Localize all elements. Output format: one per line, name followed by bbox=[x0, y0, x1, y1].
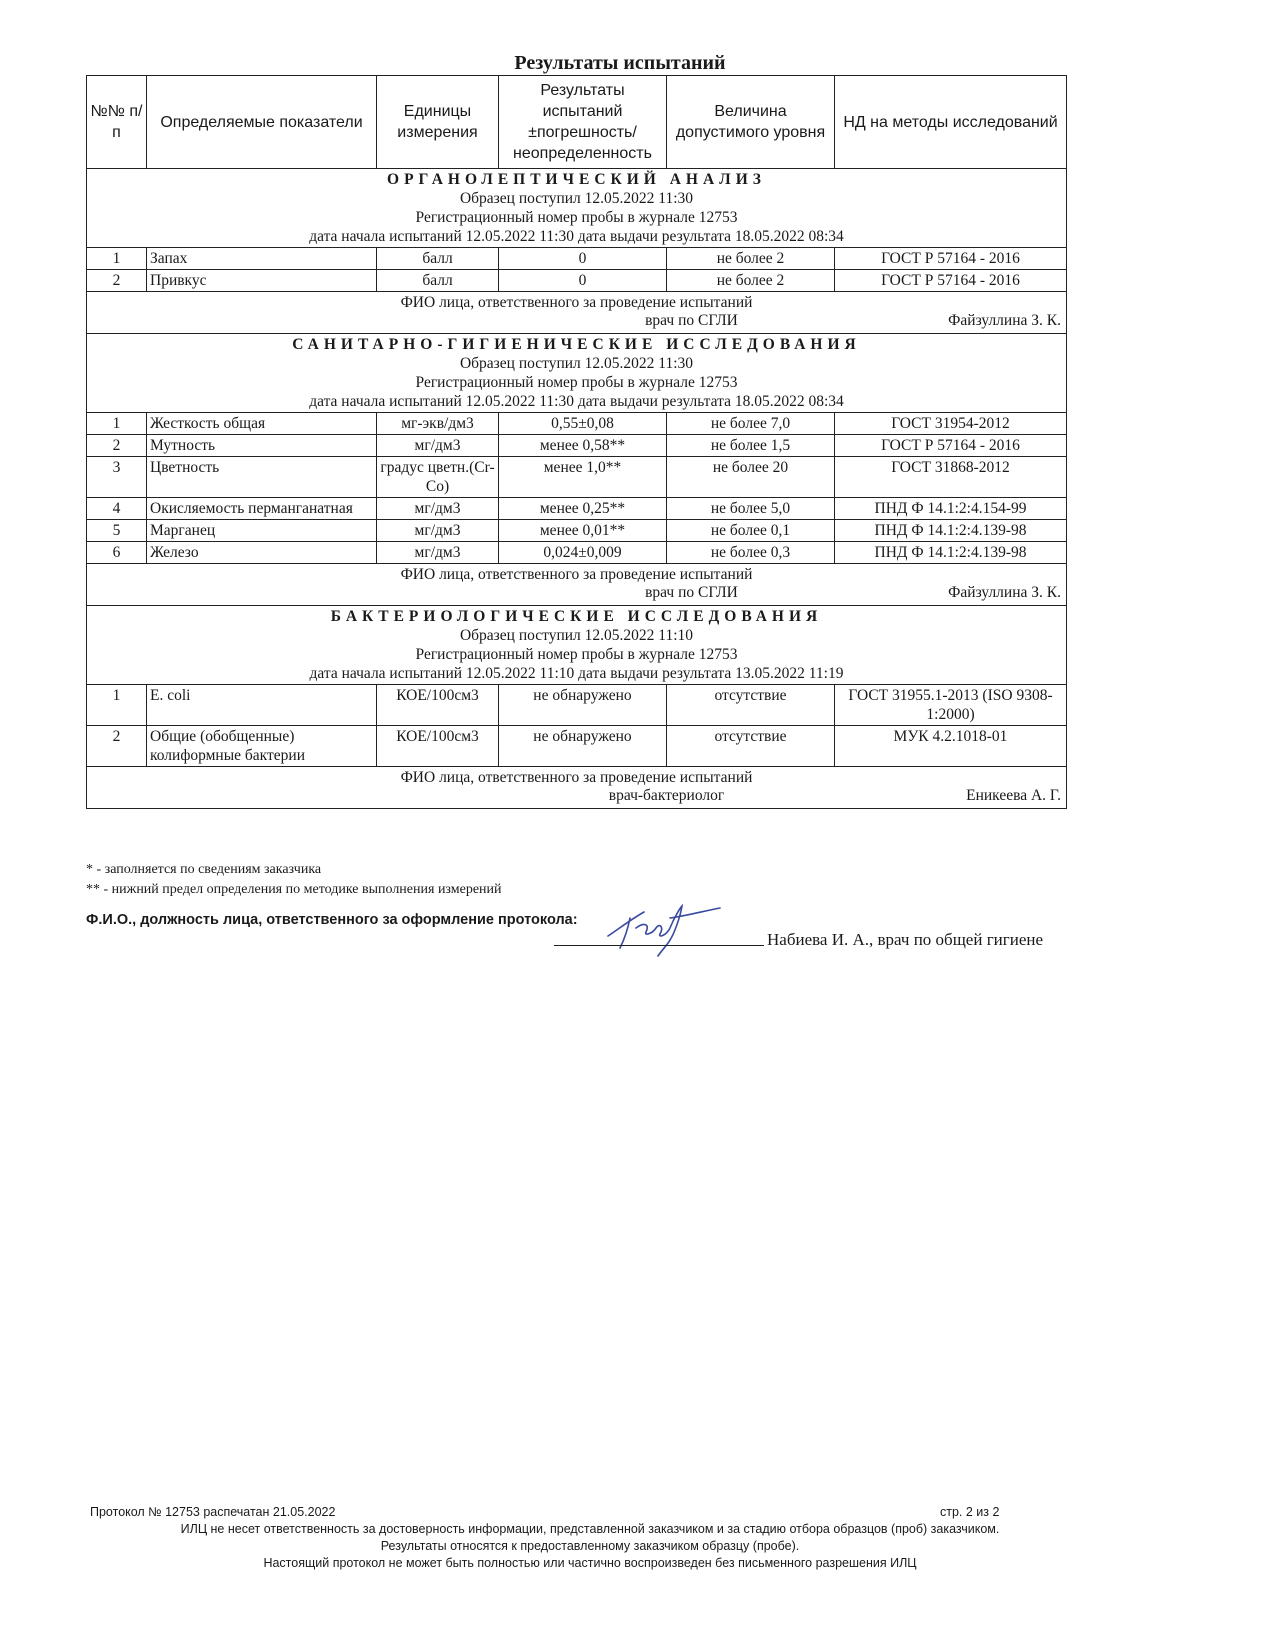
disclaimer-line: ИЛЦ не несет ответственность за достоверность информации, представленной заказчиком и за стадию отбора образцов (проб) заказчиком. bbox=[180, 1522, 1000, 1536]
row-unit: мг/дм3 bbox=[377, 542, 499, 564]
signature-icon bbox=[600, 898, 730, 958]
row-number: 5 bbox=[87, 520, 147, 542]
row-indicator: Мутность bbox=[147, 435, 377, 457]
sample-received: Образец поступил 12.05.2022 11:10 bbox=[459, 627, 694, 644]
row-number: 1 bbox=[87, 248, 147, 270]
row-limit: не более 1,5 bbox=[667, 435, 835, 457]
row-result: 0 bbox=[499, 248, 667, 270]
responsible-cell bbox=[87, 292, 1067, 334]
row-method: ПНД Ф 14.1:2:4.139-98 bbox=[835, 542, 1067, 564]
responsible-position: врач по СГЛИ bbox=[645, 584, 738, 601]
sample-received: Образец поступил 12.05.2022 11:30 bbox=[459, 355, 694, 372]
section-title: БАКТЕРИОЛОГИЧЕСКИЕ ИССЛЕДОВАНИЯ bbox=[330, 608, 823, 625]
table-row bbox=[87, 726, 1067, 767]
footnotes bbox=[86, 860, 502, 900]
section-header bbox=[87, 169, 1067, 248]
row-limit: не более 7,0 bbox=[667, 413, 835, 435]
row-limit: отсутствие bbox=[667, 726, 835, 767]
row-unit: мг/дм3 bbox=[377, 520, 499, 542]
row-method: ГОСТ 31954-2012 bbox=[835, 413, 1067, 435]
row-method: МУК 4.2.1018-01 bbox=[835, 726, 1067, 767]
row-unit: градус цветн.(Cr-Co) bbox=[377, 457, 499, 498]
row-indicator: Жесткость общая bbox=[147, 413, 377, 435]
row-method: ГОСТ Р 57164 - 2016 bbox=[835, 248, 1067, 270]
row-unit: балл bbox=[377, 270, 499, 292]
row-number: 2 bbox=[87, 726, 147, 767]
section-header-cell bbox=[87, 606, 1067, 685]
registration-number: Регистрационный номер пробы в журнале 12753 bbox=[415, 374, 738, 391]
header-units: Единицы измерения bbox=[377, 76, 499, 169]
row-limit: не более 2 bbox=[667, 270, 835, 292]
row-indicator: Цветность bbox=[147, 457, 377, 498]
row-result: менее 0,58** bbox=[499, 435, 667, 457]
header-num: №№ п/п bbox=[87, 76, 147, 169]
row-result: менее 0,25** bbox=[499, 498, 667, 520]
row-method: ГОСТ 31955.1-2013 (ISO 9308-1:2000) bbox=[835, 685, 1067, 726]
table-row bbox=[87, 542, 1067, 564]
row-unit: КОЕ/100см3 bbox=[377, 685, 499, 726]
protocol-responsible-name: Набиева И. А., врач по общей гигиене bbox=[767, 930, 1044, 949]
responsible-label: ФИО лица, ответственного за проведение испытаний bbox=[400, 294, 753, 311]
signature-line bbox=[554, 945, 764, 946]
table-row bbox=[87, 248, 1067, 270]
header-result: Результаты испытаний ±погрешность/ неопределенность bbox=[499, 76, 667, 169]
responsible-block bbox=[90, 565, 1063, 604]
responsible-line bbox=[90, 312, 1063, 331]
table-row bbox=[87, 435, 1067, 457]
row-result: менее 0,01** bbox=[499, 520, 667, 542]
protocol-responsible-label: Ф.И.О., должность лица, ответственного за оформление протокола: bbox=[86, 912, 578, 928]
responsible-cell bbox=[87, 564, 1067, 606]
row-result: менее 1,0** bbox=[499, 457, 667, 498]
test-dates: дата начала испытаний 12.05.2022 11:30 дата выдачи результата 18.05.2022 08:34 bbox=[309, 393, 844, 410]
responsible-row bbox=[87, 767, 1067, 809]
table-header-row bbox=[87, 76, 1067, 169]
responsible-person: Файзуллина З. К. bbox=[948, 584, 1061, 601]
responsible-line bbox=[90, 584, 1063, 603]
footnote: * - заполняется по сведениям заказчика bbox=[86, 862, 322, 877]
row-limit: не более 0,1 bbox=[667, 520, 835, 542]
document-title: Результаты испытаний bbox=[514, 52, 726, 74]
row-indicator: E. coli bbox=[147, 685, 377, 726]
row-number: 2 bbox=[87, 435, 147, 457]
row-unit: мг-экв/дм3 bbox=[377, 413, 499, 435]
row-unit: КОЕ/100см3 bbox=[377, 726, 499, 767]
row-result: не обнаружено bbox=[499, 726, 667, 767]
row-number: 1 bbox=[87, 413, 147, 435]
row-number: 6 bbox=[87, 542, 147, 564]
table-row bbox=[87, 685, 1067, 726]
responsible-block bbox=[90, 768, 1063, 807]
test-dates: дата начала испытаний 12.05.2022 11:10 дата выдачи результата 13.05.2022 11:19 bbox=[309, 665, 844, 682]
responsible-person: Файзуллина З. К. bbox=[948, 312, 1061, 329]
table-row bbox=[87, 498, 1067, 520]
protocol-number: Протокол № 12753 распечатан 21.05.2022 bbox=[90, 1505, 336, 1519]
row-result: 0,55±0,08 bbox=[499, 413, 667, 435]
table-row bbox=[87, 413, 1067, 435]
section-header bbox=[87, 606, 1067, 685]
row-result: 0 bbox=[499, 270, 667, 292]
registration-number: Регистрационный номер пробы в журнале 12753 bbox=[415, 646, 738, 663]
row-indicator: Привкус bbox=[147, 270, 377, 292]
row-limit: не более 2 bbox=[667, 248, 835, 270]
row-method: ГОСТ 31868-2012 bbox=[835, 457, 1067, 498]
row-method: ПНД Ф 14.1:2:4.154-99 bbox=[835, 498, 1067, 520]
page-number: стр. 2 из 2 bbox=[940, 1505, 1000, 1519]
section-header bbox=[87, 334, 1067, 413]
row-method: ГОСТ Р 57164 - 2016 bbox=[835, 435, 1067, 457]
header-indicator: Определяемые показатели bbox=[147, 76, 377, 169]
row-indicator: Железо bbox=[147, 542, 377, 564]
table-row bbox=[87, 457, 1067, 498]
header-limit: Величина допустимого уровня bbox=[667, 76, 835, 169]
row-result: не обнаружено bbox=[499, 685, 667, 726]
responsible-block bbox=[90, 293, 1063, 332]
section-title: ОРГАНОЛЕПТИЧЕСКИЙ АНАЛИЗ bbox=[387, 171, 766, 188]
row-number: 1 bbox=[87, 685, 147, 726]
table-row bbox=[87, 270, 1067, 292]
table-row bbox=[87, 520, 1067, 542]
disclaimer bbox=[0, 1521, 1180, 1572]
row-unit: балл bbox=[377, 248, 499, 270]
row-indicator: Окисляемость перманганатная bbox=[147, 498, 377, 520]
responsible-label: ФИО лица, ответственного за проведение испытаний bbox=[400, 566, 753, 583]
row-method: ГОСТ Р 57164 - 2016 bbox=[835, 270, 1067, 292]
responsible-row bbox=[87, 564, 1067, 606]
row-indicator: Марганец bbox=[147, 520, 377, 542]
responsible-row bbox=[87, 292, 1067, 334]
table-body bbox=[87, 169, 1067, 809]
test-dates: дата начала испытаний 12.05.2022 11:30 дата выдачи результата 18.05.2022 08:34 bbox=[309, 228, 844, 245]
registration-number: Регистрационный номер пробы в журнале 12753 bbox=[415, 209, 738, 226]
row-unit: мг/дм3 bbox=[377, 435, 499, 457]
row-limit: не более 5,0 bbox=[667, 498, 835, 520]
row-number: 2 bbox=[87, 270, 147, 292]
sample-received: Образец поступил 12.05.2022 11:30 bbox=[459, 190, 694, 207]
section-header-cell bbox=[87, 169, 1067, 248]
row-limit: отсутствие bbox=[667, 685, 835, 726]
responsible-position: врач-бактериолог bbox=[608, 787, 725, 804]
row-number: 4 bbox=[87, 498, 147, 520]
responsible-person: Еникеева А. Г. bbox=[966, 787, 1061, 804]
section-title: САНИТАРНО-ГИГИЕНИЧЕСКИЕ ИССЛЕДОВАНИЯ bbox=[292, 336, 861, 353]
results-table bbox=[86, 75, 1067, 809]
disclaimer-line: Настоящий протокол не может быть полностью или частично воспроизведен без письменного разрешения ИЛЦ bbox=[263, 1556, 917, 1570]
row-number: 3 bbox=[87, 457, 147, 498]
responsible-label: ФИО лица, ответственного за проведение испытаний bbox=[400, 769, 753, 786]
row-indicator: Запах bbox=[147, 248, 377, 270]
responsible-cell bbox=[87, 767, 1067, 809]
row-unit: мг/дм3 bbox=[377, 498, 499, 520]
disclaimer-line: Результаты относятся к предоставленному заказчиком образцу (пробе). bbox=[380, 1539, 800, 1553]
header-method: НД на методы исследований bbox=[835, 76, 1067, 169]
responsible-line bbox=[90, 787, 1063, 806]
responsible-position: врач по СГЛИ bbox=[645, 312, 738, 329]
row-result: 0,024±0,009 bbox=[499, 542, 667, 564]
row-limit: не более 20 bbox=[667, 457, 835, 498]
row-limit: не более 0,3 bbox=[667, 542, 835, 564]
footnote: ** - нижний предел определения по методике выполнения измерений bbox=[86, 882, 502, 897]
section-header-cell bbox=[87, 334, 1067, 413]
row-indicator: Общие (обобщенные) колиформные бактерии bbox=[147, 726, 377, 767]
row-method: ПНД Ф 14.1:2:4.139-98 bbox=[835, 520, 1067, 542]
